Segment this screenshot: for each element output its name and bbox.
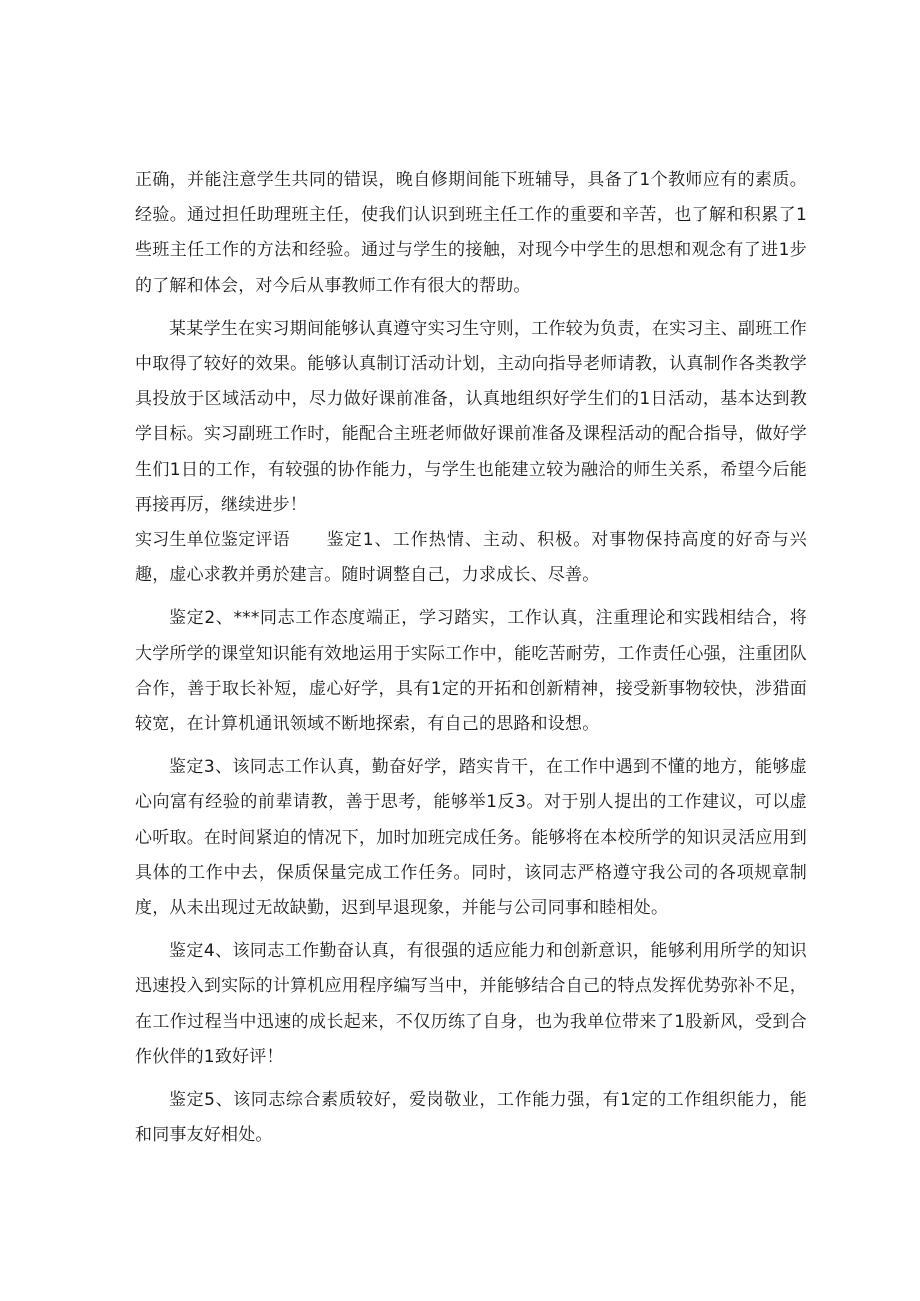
paragraph-student-evaluation: 某某学生在实习期间能够认真遵守实习生守则，工作较为负责，在实习主、副班工作中取得了较好的效果。能够认真制订活动计划，主动向指导老师请教，认真制作各类教学具投放于区域活动中，尽力做好课前准备，认真地组织好学生们的1日活动，基本达到教学目标。实习副班工作时，能配合主班老师做好课前准备及课程活动的配合指导，做好学生们1日的工作，有较强的协作能力，与学生也能建立较为融洽的师生关系，希望今后能再接再厉，继续进步！ — [135, 318, 807, 515]
paragraph-appraisal-5: 鉴定5、该同志综合素质较好，爱岗敬业，工作能力强，有1定的工作组织能力，能和同事友好相处。 — [135, 1090, 807, 1146]
appraisal-1-text: 鉴定1、工作热情、主动、积极。对事物保持高度的好奇与兴趣，虚心求教并勇於建言。随时调整自己，力求成长、尽善。 — [135, 530, 807, 586]
paragraph-appraisal-1 — [135, 523, 807, 593]
paragraph-appraisal-4: 鉴定4、该同志工作勤奋认真，有很强的适应能力和创新意识，能够利用所学的知识迅速投入到实际的计算机应用程序编写当中，并能够结合自己的特点发挥优势弥补不足，在工作过程当中迅速的成长起来，不仅历练了自身，也为我单位带来了1股新风，受到合作伙伴的1致好评！ — [135, 941, 807, 1067]
document-body — [135, 163, 807, 1153]
paragraph-appraisal-2: 鉴定2、***同志工作态度端正，学习踏实，工作认真，注重理论和实践相结合，将大学所学的课堂知识能有效地运用于实际工作中，能吃苦耐劳，工作责任心强，注重团队合作，善于取长补短，虚心好学，具有1定的开拓和创新精神，接受新事物较快，涉猎面较宽，在计算机通讯领域不断地探索，有自己的思路和设想。 — [135, 608, 807, 735]
paragraph-internship-experience: 正确，并能注意学生共同的错误，晚自修期间能下班辅导，具备了1个教师应有的素质。经验。通过担任助理班主任，使我们认识到班主任工作的重要和辛苦，也了解和积累了1些班主任工作的方法和经验。通过与学生的接触，对现今中学生的思想和观念有了进1步的了解和体会，对今后从事教师工作有很大的帮助。 — [135, 170, 807, 296]
paragraph-appraisal-3: 鉴定3、该同志工作认真，勤奋好学，踏实肯干，在工作中遇到不懂的地方，能够虚心向富有经验的前辈请教，善于思考，能够举1反3。对于别人提出的工作建议，可以虚心听取。在时间紧迫的情况下，加时加班完成任务。能够将在本校所学的知识灵活应用到具体的工作中去，保质保量完成工作任务。同时，该同志严格遵守我公司的各项规章制度，从未出现过无故缺勤，迟到早退现象，并能与公司同事和睦相处。 — [135, 757, 807, 919]
section-heading: 实习生单位鉴定评语 — [135, 530, 290, 551]
